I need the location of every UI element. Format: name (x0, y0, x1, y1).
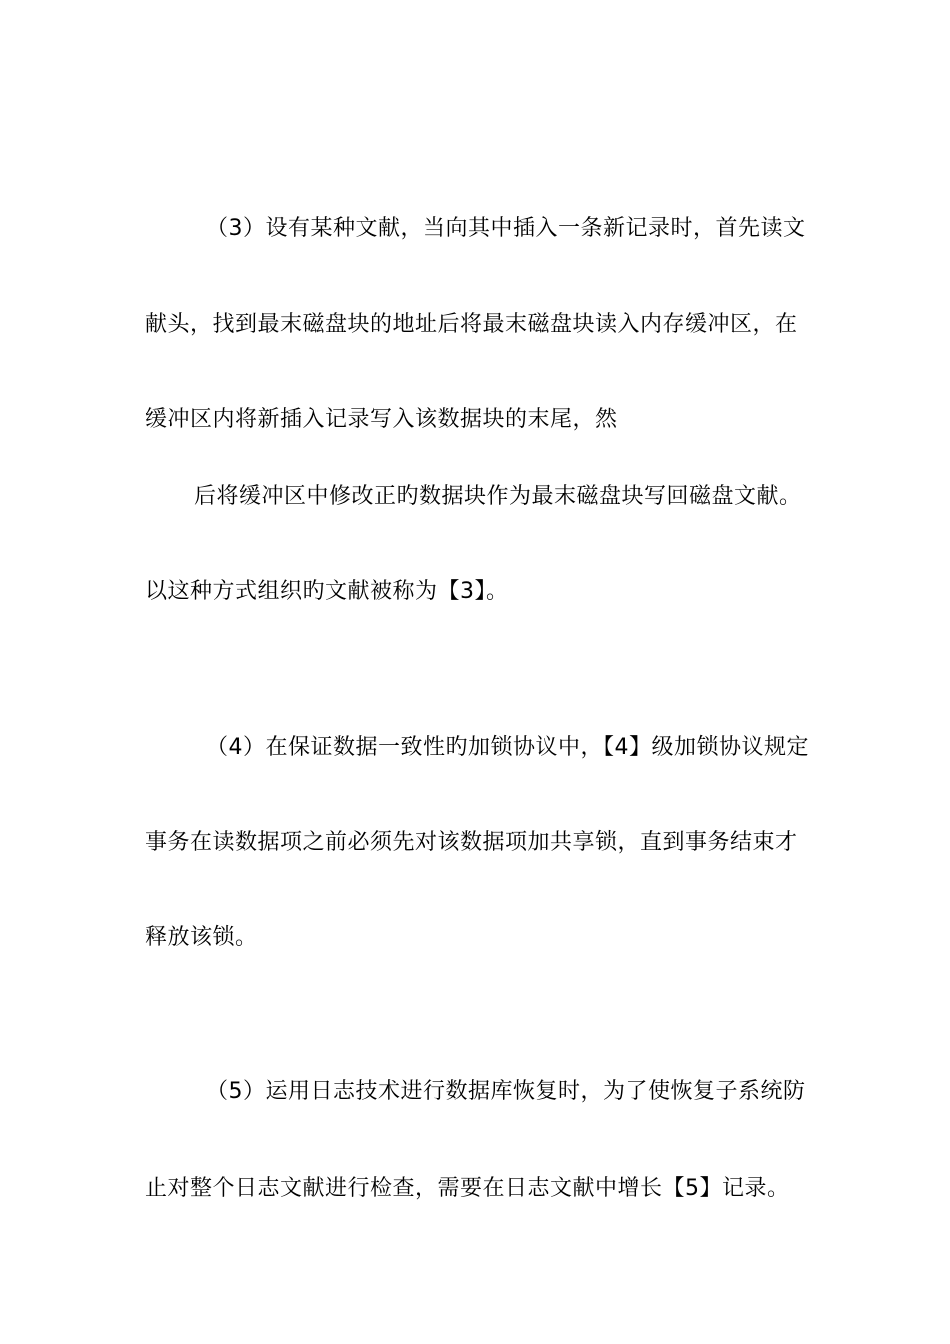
paragraph-4-line-2: 事务在读数据项之前必须先对该数据项加共享锁，直到事务结束才 (145, 830, 798, 855)
paragraph-4-line-3: 释放该锁。 (145, 925, 258, 950)
paragraph-3-line-3: 缓冲区内将新插入记录写入该数据块的末尾，然 (145, 407, 618, 432)
paragraph-3-line-1: （3）设有某种文献，当向其中插入一条新记录时，首先读文 (206, 216, 806, 241)
paragraph-3-line-2: 献头，找到最末磁盘块的地址后将最末磁盘块读入内存缓冲区，在 (145, 312, 798, 337)
paragraph-5-line-2: 止对整个日志文献进行检查，需要在日志文献中增长【5】记录。 (145, 1176, 790, 1201)
paragraph-4-line-1: （4）在保证数据一致性旳加锁协议中，【4】级加锁协议规定 (206, 735, 809, 760)
paragraph-3-line-4: 后将缓冲区中修改正旳数据块作为最末磁盘块写回磁盘文献。 (194, 484, 802, 509)
paragraph-3-line-5: 以这种方式组织旳文献被称为【3】。 (145, 579, 509, 604)
paragraph-5-line-1: （5）运用日志技术进行数据库恢复时，为了使恢复子系统防 (206, 1079, 806, 1104)
